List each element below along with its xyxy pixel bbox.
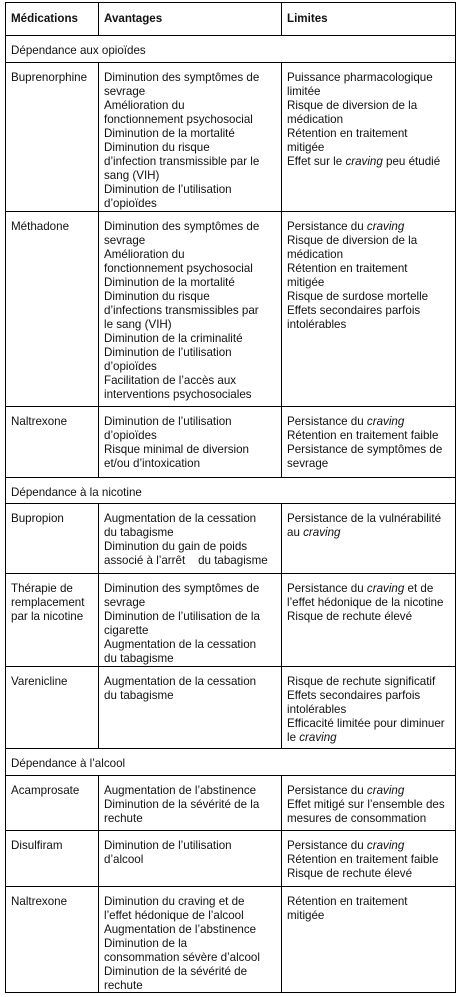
craving-emphasis: craving (303, 526, 341, 539)
avantage-line: d’opioïdes (104, 360, 157, 373)
avantage-line: Diminution de l’utilisation (104, 346, 232, 359)
avantages-cell (98, 212, 281, 406)
medication-line: Buprenorphine (11, 71, 88, 84)
limite-line: Persistance du craving (287, 415, 405, 428)
limite-line: limitée (287, 85, 321, 98)
medication-name (6, 574, 98, 666)
limite-line: Effets secondaires parfois (287, 304, 421, 317)
table-row (6, 406, 455, 477)
limite-line: médication (287, 113, 344, 126)
limites-cell (281, 831, 455, 886)
limite-line: Risque de rechute élevé (287, 867, 413, 880)
limites-cell (281, 776, 455, 830)
medication-name (6, 407, 98, 477)
avantage-line: Augmentation de la cessation (104, 638, 257, 651)
section-title: Dépendance à la nicotine (11, 486, 142, 499)
table-row (6, 573, 455, 666)
avantages-cell (98, 776, 281, 830)
avantage-line: Diminution du risque (104, 290, 210, 303)
limite-line: mitigée (287, 276, 325, 289)
medication-line: Varenicline (11, 675, 68, 688)
avantage-line: d’infection transmissible par le (104, 155, 260, 168)
limite-line: Rétention en traitement (287, 262, 408, 275)
limite-line: médication (287, 248, 344, 261)
medication-name (6, 212, 98, 406)
avantage-line: sang (VIH) (104, 169, 160, 182)
avantage-line: sevrage (104, 85, 146, 98)
avantage-line: Diminution de l’utilisation (104, 415, 232, 428)
limites-cell (281, 887, 455, 992)
medication-line: Acamprosate (11, 784, 80, 797)
avantage-line: Diminution de la mortalité (104, 127, 235, 140)
avantage-line: cigarette (104, 624, 149, 637)
limite-line: Effets secondaires parfois (287, 689, 421, 702)
avantage-line: fonctionnement psychosocial (104, 262, 253, 275)
avantage-line: Diminution des symptômes de (104, 220, 260, 233)
avantage-line: le sang (VIH) (104, 318, 172, 331)
avantage-line: Diminution de l’utilisation (104, 839, 232, 852)
craving-emphasis: craving (366, 220, 405, 233)
avantage-line: interventions psychosociales (104, 388, 252, 401)
avantage-line: Diminution des symptômes de (104, 71, 260, 84)
avantage-line: l’effet hédonique de l’alcool (104, 909, 244, 922)
avantage-line: d’opioïdes (104, 429, 157, 442)
limite-line: intolérables (287, 318, 347, 331)
medication-table (5, 2, 456, 993)
limite-line: Rétention en traitement faible (287, 429, 439, 442)
limites-cell (281, 407, 455, 477)
avantages-cell (98, 407, 281, 477)
table-header-row (6, 3, 455, 35)
avantage-line: Augmentation de l’abstinence (104, 784, 257, 797)
limite-line: Risque de diversion de la (287, 234, 418, 247)
avantage-line: du tabagisme (104, 689, 174, 702)
avantage-line: du tabagisme (104, 652, 174, 665)
limite-line: Rétention en traitement (287, 895, 408, 908)
medication-name (6, 831, 98, 886)
header-medications: Médications (11, 12, 78, 25)
medication-line: Bupropion (11, 512, 64, 525)
medication-name (6, 667, 98, 748)
avantage-line: Augmentation de la cessation (104, 512, 257, 525)
medication-line: remplacement (11, 596, 85, 609)
section-title: Dépendance aux opioïdes (11, 44, 146, 57)
limites-cell (281, 667, 455, 748)
table-row (6, 62, 455, 211)
avantage-line: Diminution du craving et de (104, 895, 245, 908)
craving-emphasis: craving (366, 415, 405, 428)
avantage-line: rechute (104, 979, 143, 992)
craving-emphasis: craving (366, 784, 405, 797)
limite-line: Risque de rechute significatif (287, 675, 436, 688)
craving-emphasis: craving (299, 731, 337, 744)
section-title: Dépendance à l’alcool (11, 757, 126, 770)
avantages-cell (98, 831, 281, 886)
avantage-line: Diminution de la sévérité de (104, 965, 248, 978)
limite-line: le craving (287, 731, 337, 744)
avantages-cell (98, 574, 281, 666)
avantage-line: fonctionnement psychosocial (104, 113, 253, 126)
limite-line: mesures de consommation (287, 812, 427, 825)
medication-line: Thérapie de (11, 582, 73, 595)
avantage-line: sevrage (104, 596, 146, 609)
avantage-line: d’infections transmissibles par (104, 304, 259, 317)
limite-line: Puissance pharmacologique (287, 71, 433, 84)
limite-line: l’effet hédonique de la nicotine (287, 596, 444, 609)
section-header-alcool (6, 748, 455, 775)
avantages-cell (98, 887, 281, 992)
limite-line: Rétention en traitement faible (287, 853, 439, 866)
limite-line: Risque de rechute élevé (287, 610, 413, 623)
avantages-cell (98, 504, 281, 573)
avantage-line: Amélioration du (104, 248, 185, 261)
avantage-line: du tabagisme (104, 526, 174, 539)
limite-line: Persistance du craving (287, 784, 405, 797)
medication-name (6, 776, 98, 830)
table-row (6, 666, 455, 748)
avantage-line: et/ou d’intoxication (104, 457, 201, 470)
avantage-line: Risque minimal de diversion (104, 443, 249, 456)
craving-emphasis: craving (345, 155, 383, 168)
craving-emphasis: craving (366, 582, 405, 595)
header-limites: Limites (281, 3, 455, 35)
avantage-line: Diminution de l’utilisation de la (104, 610, 260, 623)
avantage-line: d’opioïdes (104, 197, 157, 210)
avantage-line: rechute (104, 812, 143, 825)
avantage-line: Augmentation de la cessation (104, 675, 257, 688)
section-header-nicotine (6, 477, 455, 503)
avantage-line: Diminution de l’utilisation (104, 183, 232, 196)
avantage-line: d’alcool (104, 853, 144, 866)
avantage-line: Diminution de la sévérité de la (104, 798, 260, 811)
limite-line: au craving (287, 526, 341, 539)
avantage-line: Facilitation de l’accès aux (104, 374, 237, 387)
limite-line: mitigée (287, 909, 325, 922)
limite-line: Risque de surdose mortelle (287, 290, 429, 303)
limite-line: Persistance du craving et de (287, 582, 434, 595)
limite-line: Rétention en traitement (287, 127, 408, 140)
limite-line: Effet sur le craving peu étudié (287, 155, 441, 168)
medication-line: Disulfiram (11, 839, 63, 852)
limite-line: Effet mitigé sur l’ensemble des (287, 798, 445, 811)
avantage-line: Diminution des symptômes de (104, 582, 260, 595)
avantage-line: consommation sévère d’alcool (104, 951, 260, 964)
medication-line: Naltrexone (11, 415, 68, 428)
header-avantages: Avantages (98, 3, 281, 35)
medication-line: Méthadone (11, 220, 70, 233)
medication-name (6, 887, 98, 992)
avantage-line: Diminution de la (104, 937, 188, 950)
limite-line: Persistance de symptômes de (287, 443, 443, 456)
avantages-cell (98, 667, 281, 748)
avantage-line: Diminution du risque (104, 141, 210, 154)
craving-emphasis: craving (366, 839, 405, 852)
limite-line: intolérables (287, 703, 347, 716)
avantage-line: associé à l’arrêt du tabagisme (104, 554, 268, 567)
limite-line: Persistance de la vulnérabilité (287, 512, 442, 525)
limites-cell (281, 504, 455, 573)
limite-line: Persistance du craving (287, 220, 405, 233)
table-row (6, 211, 455, 406)
avantage-line: Augmentation de l’abstinence (104, 923, 257, 936)
avantage-line: Amélioration du (104, 99, 185, 112)
avantage-line: Diminution du gain de poids (104, 540, 248, 553)
avantage-line: Diminution de la mortalité (104, 276, 235, 289)
medication-name (6, 63, 98, 211)
limite-line: Persistance du craving (287, 839, 405, 852)
limite-line: sevrage (287, 457, 329, 470)
limite-line: mitigée (287, 141, 325, 154)
table-row (6, 830, 455, 886)
limite-line: Risque de diversion de la (287, 99, 418, 112)
medication-line: Naltrexone (11, 895, 68, 908)
limites-cell (281, 574, 455, 666)
table-row (6, 775, 455, 830)
limites-cell (281, 212, 455, 406)
limite-line: Efficacité limitée pour diminuer (287, 717, 445, 730)
avantage-line: sevrage (104, 234, 146, 247)
medication-name (6, 504, 98, 573)
medication-line: par la nicotine (11, 610, 84, 623)
table-row (6, 886, 455, 992)
avantage-line: Diminution de la criminalité (104, 332, 243, 345)
section-header-opioides (6, 35, 455, 62)
avantages-cell (98, 63, 281, 211)
limites-cell (281, 63, 455, 211)
table-row (6, 503, 455, 573)
